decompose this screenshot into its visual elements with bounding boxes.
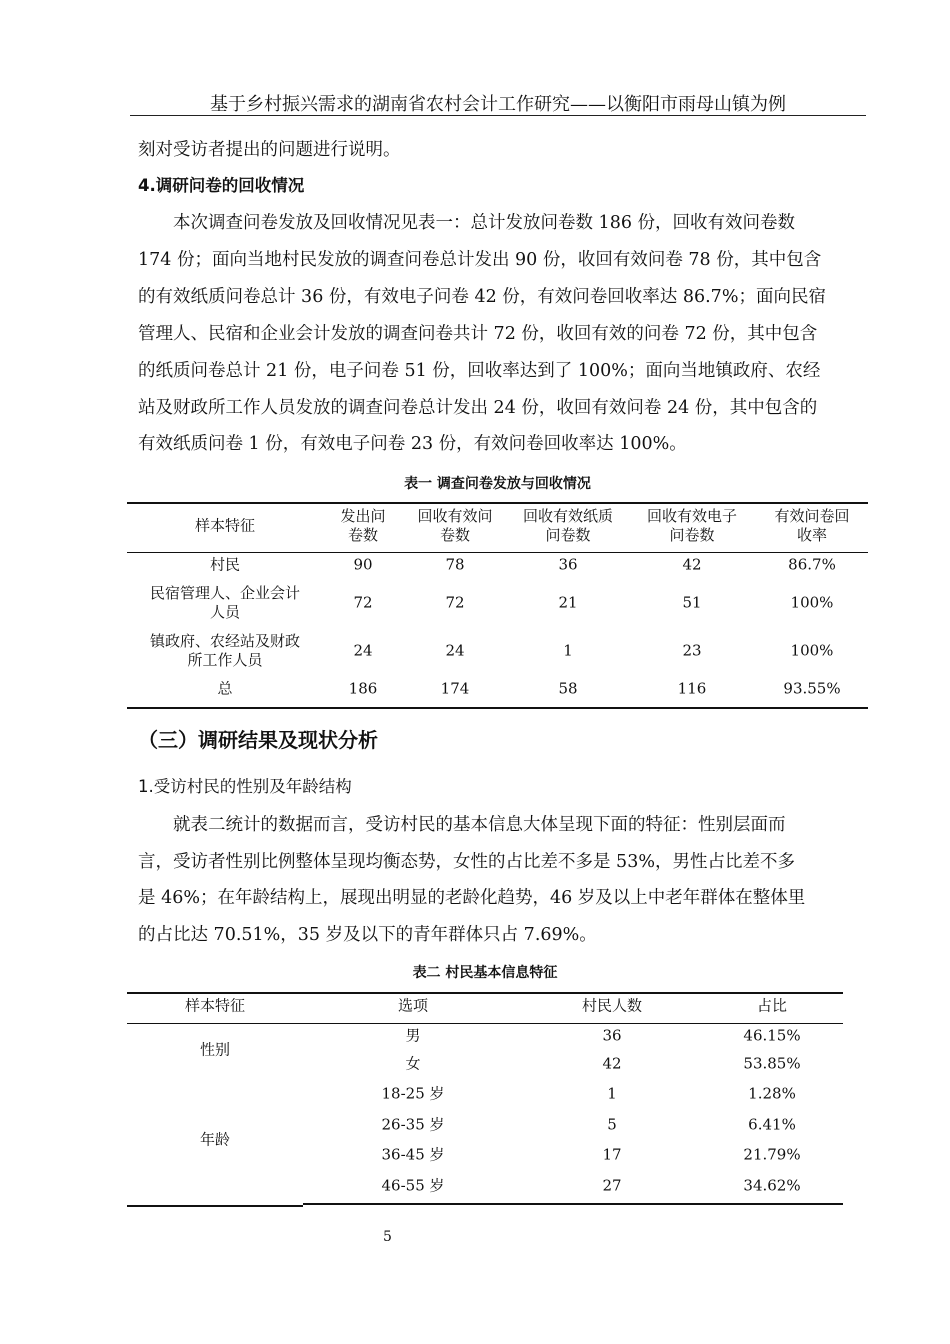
table-cell: 100% — [790, 641, 834, 660]
body-text-line: 的纸质问卷总计 21 份，电子问卷 51 份，回收率达到了 100%；面向当地镇政府、农经 — [138, 360, 821, 381]
body-text-line: 是 46%；在年龄结构上，展现出明显的老龄化趋势，46 岁及以上中老年群体在整体里 — [138, 888, 806, 909]
body-text-line: 站及财政所工作人员发放的调查问卷总计发出 24 份，收回有效问卷 24 份，其中包含的 — [138, 397, 818, 418]
body-text-line: 的占比达 70.51%，35 岁及以下的青年群体只占 7.69%。 — [138, 925, 597, 946]
row-label-text: 镇政府、农经站及财政 — [149, 632, 301, 650]
header-text: 收率 — [796, 526, 828, 544]
ratio-cell: 46.15% — [743, 1026, 801, 1045]
table-cell: 72 — [445, 593, 465, 612]
table-header-cell: 村民人数 — [581, 996, 643, 1015]
count-cell: 1 — [607, 1084, 617, 1103]
table-cell: 174 — [440, 679, 470, 698]
row-label-text: 人员 — [209, 603, 241, 621]
table-bottom-rule — [127, 707, 868, 709]
body-text-line: 言，受访者性别比例整体呈现均衡态势，女性的占比差不多是 53%，男性占比差不多 — [138, 851, 795, 872]
group-label: 性别 — [199, 1040, 231, 1059]
table-top-rule — [127, 992, 843, 994]
subsection-heading: 1.受访村民的性别及年龄结构 — [138, 777, 352, 796]
table-header-cell — [195, 517, 255, 536]
ratio-cell: 53.85% — [743, 1054, 801, 1073]
row-label — [150, 632, 300, 670]
option-cell: 26-35 岁 — [381, 1115, 445, 1134]
table2-caption: 表二 村民基本信息特征 — [412, 965, 558, 981]
table-top-rule — [127, 502, 868, 504]
section-heading: 4.调研问卷的回收情况 — [138, 176, 305, 195]
header-text: 卷数 — [439, 526, 471, 544]
table-bottom-rule — [127, 1205, 303, 1207]
table-cell: 90 — [353, 555, 373, 574]
body-text-line: 的有效纸质问卷总计 36 份，有效电子问卷 42 份，有效问卷回收率达 86.7%；面向民宿 — [138, 286, 826, 307]
header-text: 卷数 — [347, 526, 379, 544]
header-text: 样本特征 — [194, 516, 256, 535]
table-cell: 21 — [558, 593, 578, 612]
header-text: 回收有效问 — [417, 507, 493, 525]
row-label — [150, 584, 300, 622]
row-label — [210, 556, 240, 575]
count-cell: 42 — [602, 1054, 622, 1073]
group-label: 年龄 — [199, 1130, 231, 1149]
body-text-line: 刻对受访者提出的问题进行说明。 — [138, 140, 401, 160]
body-text-line: 有效纸质问卷 1 份，有效电子问卷 23 份，有效问卷回收率达 100%。 — [138, 434, 687, 455]
table-cell: 36 — [558, 555, 578, 574]
table-header-cell — [647, 507, 737, 545]
table-bottom-rule — [303, 1203, 843, 1205]
row-label — [217, 680, 232, 699]
page-number: 5 — [383, 1229, 392, 1245]
table-cell: 51 — [682, 593, 702, 612]
header-text: 问卷数 — [669, 526, 715, 544]
option-cell: 男 — [405, 1026, 421, 1045]
option-cell: 46-55 岁 — [381, 1176, 445, 1195]
table-header-cell: 样本特征 — [184, 996, 246, 1015]
table-header-cell — [774, 507, 849, 545]
body-text-line: 管理人、民宿和企业会计发放的调查问卷共计 72 份，收回有效的问卷 72 份，其中包含 — [138, 323, 818, 344]
table-cell: 24 — [445, 641, 465, 660]
header-text: 发出问 — [340, 507, 386, 525]
header-text: 问卷数 — [545, 526, 591, 544]
option-cell: 女 — [405, 1054, 421, 1073]
table1-caption: 表一 调查问卷发放与回收情况 — [404, 476, 591, 492]
table-cell: 72 — [353, 593, 373, 612]
section-title: （三）调研结果及现状分析 — [138, 728, 378, 752]
table-header-rule — [127, 552, 868, 553]
table-header-cell — [340, 507, 385, 545]
table-cell: 93.55% — [783, 679, 841, 698]
table-cell: 58 — [558, 679, 578, 698]
table-cell: 23 — [682, 641, 702, 660]
body-text-line: 174 份；面向当地村民发放的调查问卷总计发出 90 份，收回有效问卷 78 份，其中包含 — [138, 249, 822, 270]
table-cell: 42 — [682, 555, 702, 574]
table-cell: 100% — [790, 593, 834, 612]
ratio-cell: 21.79% — [743, 1145, 801, 1164]
table-cell: 86.7% — [788, 555, 836, 574]
table-header-rule — [127, 1023, 843, 1024]
header-text: 回收有效纸质 — [522, 507, 614, 525]
table-cell: 1 — [563, 641, 573, 660]
table-header-cell — [417, 507, 492, 545]
table-header-cell: 占比 — [756, 996, 788, 1015]
body-text-line: 本次调查问卷发放及回收情况见表一：总计发放问卷数 186 份，回收有效问卷数 — [138, 213, 796, 233]
table-header-cell: 选项 — [397, 996, 429, 1015]
table-cell: 78 — [445, 555, 465, 574]
option-cell: 18-25 岁 — [381, 1084, 445, 1103]
count-cell: 36 — [602, 1026, 622, 1045]
header-text: 回收有效电子 — [646, 507, 738, 525]
count-cell: 27 — [602, 1176, 622, 1195]
row-label-text: 所工作人员 — [187, 651, 263, 669]
table-header-cell — [523, 507, 613, 545]
table-cell: 186 — [348, 679, 378, 698]
table-cell: 24 — [353, 641, 373, 660]
table-cell: 116 — [677, 679, 707, 698]
ratio-cell: 6.41% — [748, 1115, 796, 1134]
row-label-text: 总 — [217, 679, 233, 698]
header-text: 有效问卷回 — [774, 507, 850, 525]
running-header: 基于乡村振兴需求的湖南省农村会计工作研究——以衡阳市雨母山镇为例 — [210, 94, 786, 115]
option-cell: 36-45 岁 — [381, 1145, 445, 1164]
body-text-line: 就表二统计的数据而言，受访村民的基本信息大体呈现下面的特征：性别层面而 — [138, 815, 786, 835]
count-cell: 5 — [607, 1115, 617, 1134]
count-cell: 17 — [602, 1145, 622, 1164]
ratio-cell: 1.28% — [748, 1084, 796, 1103]
ratio-cell: 34.62% — [743, 1176, 801, 1195]
row-label-text: 村民 — [209, 555, 241, 574]
header-rule — [130, 115, 866, 116]
row-label-text: 民宿管理人、企业会计 — [149, 584, 301, 602]
